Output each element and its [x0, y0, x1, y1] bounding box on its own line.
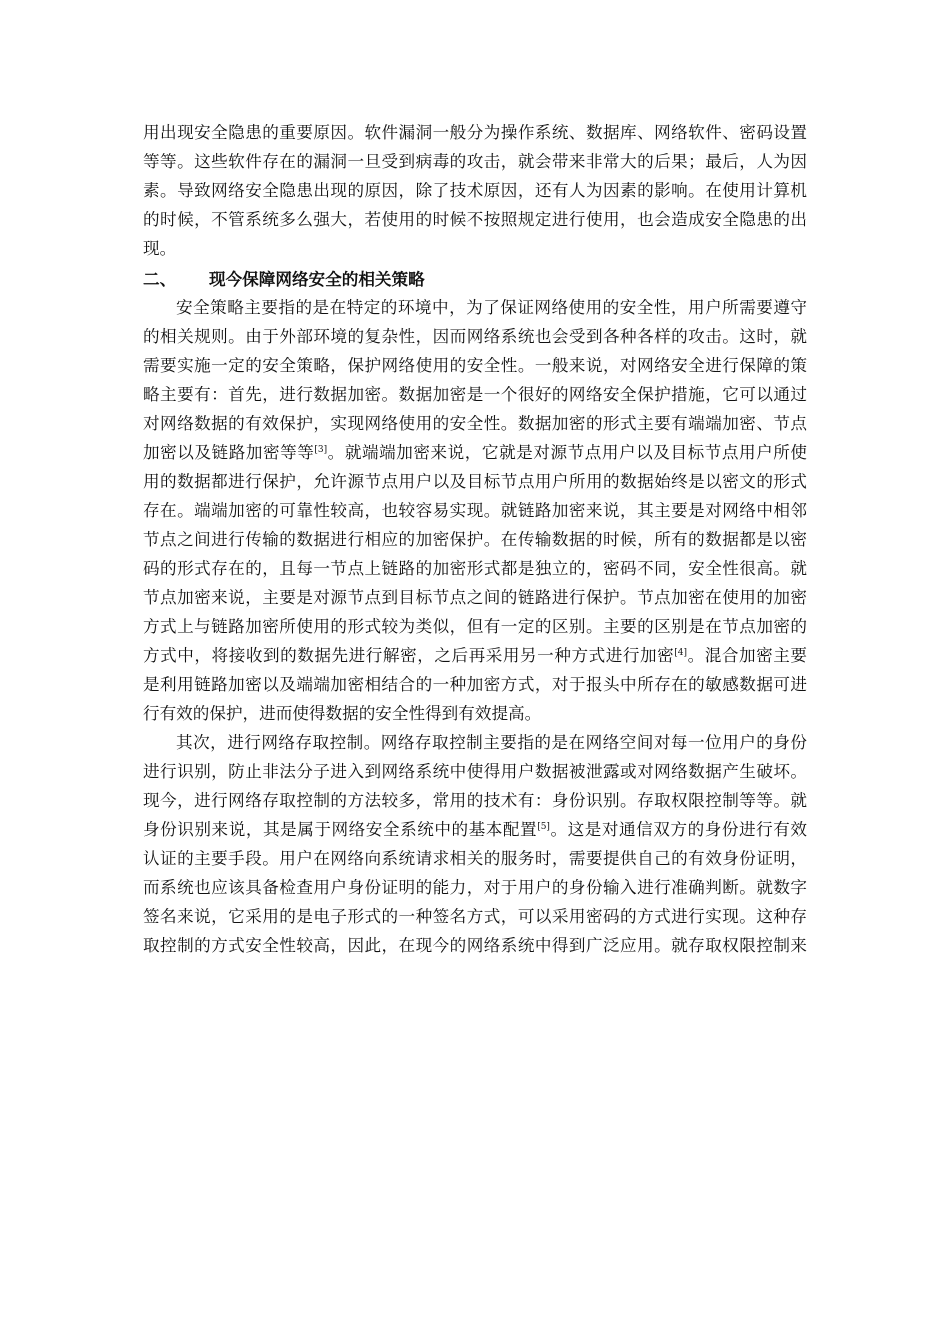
- paragraph-1: [143, 118, 807, 263]
- text-segment: 。混合加密主要: [687, 646, 807, 665]
- text-line: [143, 815, 807, 844]
- text-segment: 加密以及链路加密等等: [143, 443, 315, 462]
- text-line: 是利用链路加密以及端端加密相结合的一种加密方式，对于报头中所存在的敏感数据可进: [143, 675, 807, 694]
- text-line: 认证的主要手段。用户在网络向系统请求相关的服务时，需要提供自己的有效身份证明，: [143, 849, 807, 868]
- text-line: 节点之间进行传输的数据进行相应的加密保护。在传输数据的时候，所有的数据都是以密: [143, 530, 807, 549]
- text-line: 的时候，不管系统多么强大，若使用的时候不按照规定进行使用，也会造成安全隐患的出: [143, 210, 807, 229]
- section-number: 二、: [143, 269, 177, 289]
- text-line: 对网络数据的有效保护，实现网络使用的安全性。数据加密的形式主要有端端加密、节点: [143, 414, 807, 433]
- section-heading: [143, 265, 807, 293]
- text-line: 进行识别，防止非法分子进入到网络系统中使得用户数据被泄露或对网络数据产生破坏。: [143, 762, 807, 781]
- paragraph-2: [143, 293, 807, 728]
- citation-ref: [5]: [537, 822, 550, 832]
- text-segment: 。就端端加密来说，它就是对源节点用户以及目标节点用户所使: [327, 443, 807, 462]
- text-line: 用出现安全隐患的重要原因。软件漏洞一般分为操作系统、数据库、网络软件、密码设置: [143, 123, 807, 142]
- text-line: 取控制的方式安全性较高，因此，在现今的网络系统中得到广泛应用。就存取权限控制来: [143, 936, 807, 955]
- text-segment: 身份识别来说，其是属于网络安全系统中的基本配置: [143, 820, 538, 839]
- text-line: 等等。这些软件存在的漏洞一旦受到病毒的攻击，就会带来非常大的后果；最后，人为因: [143, 152, 807, 171]
- text-line: 现。: [143, 239, 177, 258]
- text-line: 存在。端端加密的可靠性较高，也较容易实现。就链路加密来说，其主要是对网络中相邻: [143, 501, 807, 520]
- text-line: [143, 438, 807, 467]
- text-line: 素。导致网络安全隐患出现的原因，除了技术原因，还有人为因素的影响。在使用计算机: [143, 181, 807, 200]
- text-line: 签名来说，它采用的是电子形式的一种签名方式，可以采用密码的方式进行实现。这种存: [143, 907, 807, 926]
- text-line: 而系统也应该具备检查用户身份证明的能力，对于用户的身份输入进行准确判断。就数字: [143, 878, 807, 897]
- text-line: 的相关规则。由于外部环境的复杂性，因而网络系统也会受到各种各样的攻击。这时，就: [143, 327, 807, 346]
- text-line: 需要实施一定的安全策略，保护网络使用的安全性。一般来说，对网络安全进行保障的策: [143, 356, 807, 375]
- text-line: 用的数据都进行保护，允许源节点用户以及目标节点用户所用的数据始终是以密文的形式: [143, 472, 807, 491]
- text-line: 略主要有：首先，进行数据加密。数据加密是一个很好的网络安全保护措施，它可以通过: [143, 385, 807, 404]
- section-title: 现今保障网络安全的相关策略: [209, 269, 425, 289]
- text-line: 其次，进行网络存取控制。网络存取控制主要指的是在网络空间对每一位用户的身份: [176, 733, 807, 752]
- text-segment: 。这是对通信双方的身份进行有效: [549, 820, 807, 839]
- text-line: 方式上与链路加密所使用的形式较为类似，但有一定的区别。主要的区别是在节点加密的: [143, 617, 807, 636]
- text-line: 节点加密来说，主要是对源节点到目标节点之间的链路进行保护。节点加密在使用的加密: [143, 588, 807, 607]
- text-line: [143, 641, 807, 670]
- text-line: 码的形式存在的，且每一节点上链路的加密形式都是独立的，密码不同，安全性很高。就: [143, 559, 807, 578]
- paragraph-3: [143, 728, 807, 960]
- text-line: 现今，进行网络存取控制的方法较多，常用的技术有：身份识别。存取权限控制等等。就: [143, 791, 807, 810]
- citation-ref: [4]: [674, 648, 688, 658]
- citation-ref: [3]: [314, 445, 328, 455]
- document-page: [143, 118, 807, 960]
- text-line: 安全策略主要指的是在特定的环境中，为了保证网络使用的安全性，用户所需要遵守: [176, 298, 807, 317]
- text-segment: 方式中，将接收到的数据先进行解密，之后再采用另一种方式进行加密: [143, 646, 675, 665]
- text-line: 行有效的保护，进而使得数据的安全性得到有效提高。: [143, 704, 542, 723]
